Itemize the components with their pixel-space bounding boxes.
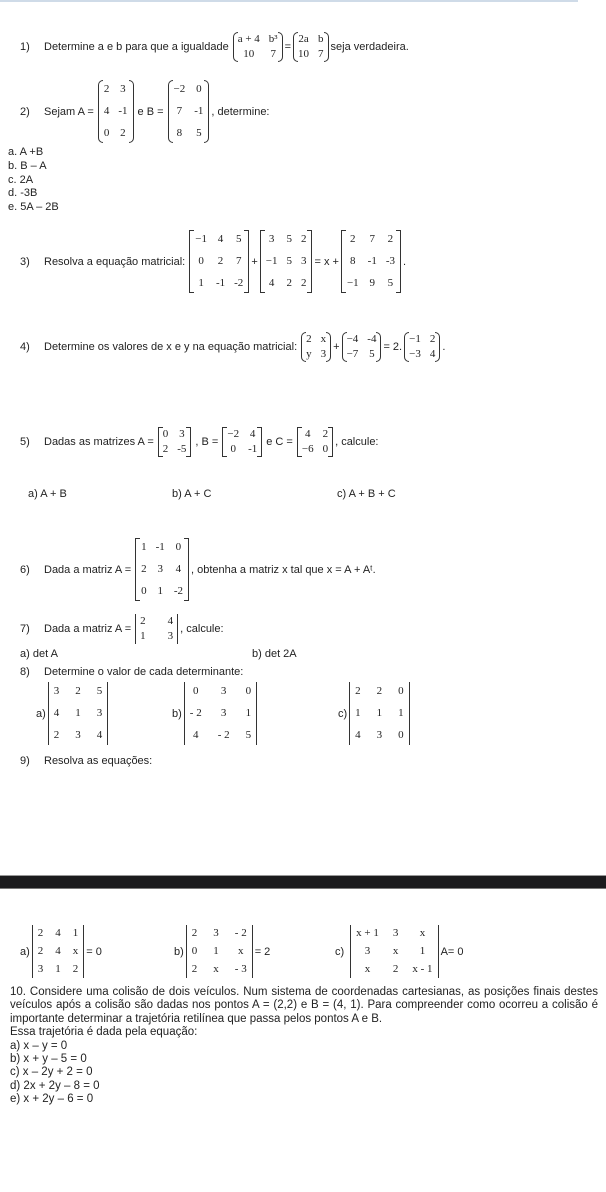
matrix-cell: 2a	[298, 33, 309, 45]
question-4	[20, 332, 445, 362]
matrix-cell: x	[419, 927, 426, 939]
matrix-cell: 5	[245, 729, 252, 741]
determinant	[186, 925, 253, 978]
question-number: 7)	[20, 623, 30, 635]
item-label: a)	[36, 707, 46, 720]
matrix-cell: 1	[72, 927, 79, 939]
matrix-cell: 2	[37, 927, 44, 939]
matrix-cell: 2	[141, 563, 147, 575]
matrix-cell: 2	[120, 127, 126, 139]
matrix-cell: 1	[198, 277, 204, 289]
question-text-end: , obtenha a matriz x tal que x = A + Aᵗ.	[190, 563, 376, 576]
matrix-cell: 4	[355, 729, 361, 741]
list-item: b) A + C	[172, 488, 212, 500]
matrix-cell: 1	[55, 963, 61, 975]
connector-text: e B =	[137, 105, 164, 118]
question-5	[20, 427, 379, 457]
matrix-a	[135, 538, 189, 601]
matrix-cell: 4	[429, 348, 436, 360]
matrix-cell: 1	[140, 630, 146, 642]
matrix-cell: −3	[409, 348, 421, 360]
question-9	[20, 755, 154, 767]
item-label: b)	[172, 707, 182, 720]
matrix-cell: -1	[118, 105, 128, 117]
matrix-cell: b³	[268, 33, 278, 45]
question-text: Dada a matriz A =	[44, 623, 132, 635]
matrix-cell: 2	[350, 233, 356, 245]
matrix-cell: 7	[318, 48, 324, 60]
matrix-cell: 3	[220, 707, 227, 719]
matrix	[341, 230, 401, 293]
equation-a	[20, 925, 102, 978]
matrix-cell: 0	[398, 685, 404, 697]
matrix-cell: 0	[245, 685, 252, 697]
matrix-b	[222, 427, 262, 457]
matrix-cell: 4	[268, 277, 275, 289]
matrix-cell: 2	[75, 685, 81, 697]
matrix-cell: 2	[191, 927, 198, 939]
equals-sign: =	[284, 41, 292, 53]
matrix-cell: -1	[367, 255, 377, 267]
matrix-cell: 0	[230, 443, 236, 455]
matrix-cell: -1	[194, 105, 204, 117]
matrix-cell: x + 1	[356, 927, 379, 939]
matrix-cell: -2	[234, 277, 244, 289]
equation-rhs: = 0	[86, 945, 102, 958]
matrix-cell: 3	[268, 233, 275, 245]
question-6	[20, 538, 376, 601]
question-prompt: Essa trajetória é dada pela equação:	[10, 1026, 198, 1039]
determinant-a	[36, 682, 110, 745]
matrix	[260, 230, 313, 293]
answer-option: e) x + 2y – 6 = 0	[10, 1093, 94, 1106]
matrix-cell: 7	[235, 255, 242, 267]
matrix-cell: 1	[213, 945, 219, 957]
matrix-cell: −4	[346, 333, 359, 345]
matrix-cell: 0	[196, 83, 202, 95]
matrix-cell: 2	[162, 443, 169, 455]
matrix	[233, 32, 283, 62]
question-number: 3)	[20, 255, 30, 268]
matrix-cell: 3	[167, 630, 174, 642]
matrix-cell: 4	[217, 233, 224, 245]
question-2	[20, 80, 270, 143]
determinant	[350, 925, 438, 978]
matrix-cell: -1	[155, 541, 165, 553]
matrix-cell: 2	[355, 685, 361, 697]
question-7	[20, 614, 224, 644]
matrix-cell: 3	[213, 927, 219, 939]
list-item: c) A + B + C	[337, 488, 396, 500]
matrix-cell: −1	[195, 233, 207, 245]
matrix-cell: −2	[173, 83, 186, 95]
matrix-cell: 7	[270, 48, 276, 60]
matrix-cell: 5	[235, 233, 242, 245]
matrix-cell: 1	[141, 541, 147, 553]
item-label: c)	[338, 707, 348, 720]
plus-sign: +	[251, 255, 258, 268]
matrix-cell: 1	[75, 707, 81, 719]
matrix-cell: 2	[217, 255, 224, 267]
matrix-cell: 4	[96, 729, 103, 741]
list-item: a) det A	[20, 648, 58, 660]
matrix-cell: 3	[75, 729, 81, 741]
matrix-cell: x - 1	[412, 963, 433, 975]
list-item: a. A +B	[8, 146, 44, 158]
matrix-cell: x	[237, 945, 244, 957]
top-border	[0, 0, 578, 2]
matrix-cell: x	[392, 945, 399, 957]
matrix-a	[158, 427, 192, 457]
question-text-end: , calcule:	[180, 623, 224, 635]
matrix-cell: 5	[369, 348, 375, 360]
equals-text: = x +	[314, 255, 339, 268]
matrix	[293, 32, 329, 62]
matrix-cell: -3	[385, 255, 395, 267]
matrix-cell: 4	[175, 563, 182, 575]
item-label: c)	[335, 945, 345, 958]
matrix-b	[168, 80, 210, 143]
matrix-cell: 0	[322, 443, 329, 455]
matrix-cell: 3	[300, 255, 307, 267]
matrix-cell: b	[318, 33, 324, 45]
question-8	[20, 666, 245, 678]
matrix-cell: 0	[398, 729, 404, 741]
matrix-cell: 2	[286, 277, 292, 289]
matrix-cell: x	[320, 333, 327, 345]
matrix-cell: 4	[53, 707, 60, 719]
matrix-cell: 0	[141, 585, 147, 597]
question-text: 10. Considere uma colisão de dois veículos. Num sistema de coordenadas cartesianas, as posições finais destes veículos após a colisão são dadas nos pontos A = (2,2) e B = (4, 1). Para compreender como ocorreu a colisão é importante determinar a trajetória retilínea que passa pelos pontos A e B.	[10, 986, 598, 1025]
answer-option: b) x + y – 5 = 0	[10, 1053, 87, 1066]
matrix-cell: 2	[191, 963, 198, 975]
matrix-cell: 2	[300, 233, 307, 245]
matrix-cell: 3	[96, 707, 103, 719]
matrix-cell: 3	[376, 729, 383, 741]
matrix-cell: 2	[103, 83, 110, 95]
determinant	[184, 682, 257, 745]
question-3	[20, 230, 406, 293]
answer-option: d) 2x + 2y – 8 = 0	[10, 1079, 100, 1092]
answer-option: c) x – 2y + 2 = 0	[10, 1066, 93, 1079]
list-item: c. 2A	[8, 173, 34, 186]
matrix-cell: 0	[103, 127, 110, 139]
matrix-cell: 8	[350, 255, 356, 267]
matrix-cell: 3	[157, 563, 163, 575]
period: .	[442, 341, 446, 353]
matrix-cell: x	[213, 963, 219, 975]
equation-rhs: = 2	[254, 945, 271, 958]
matrix-cell: 3	[320, 348, 327, 360]
matrix-cell: 3	[120, 83, 126, 95]
matrix-cell: 0	[192, 685, 199, 697]
question-text: Sejam A =	[44, 105, 94, 118]
answer-option: a) x – y = 0	[10, 1039, 68, 1052]
plus-sign: +	[333, 341, 340, 353]
item-label: b)	[174, 945, 184, 958]
matrix-cell: 2	[53, 729, 60, 741]
matrix-cell: 3	[220, 685, 227, 697]
matrix-cell: 1	[157, 585, 163, 597]
determinant	[32, 925, 85, 978]
question-2-items	[8, 146, 59, 215]
matrix-cell: 1	[355, 707, 361, 719]
matrix	[301, 332, 331, 362]
matrix-cell: -1	[215, 277, 226, 289]
question-number: 5)	[20, 436, 30, 448]
matrix-cell: 5	[286, 233, 292, 245]
determinant	[48, 682, 109, 745]
matrix-cell: x	[364, 963, 371, 975]
list-item: e. 5A – 2B	[8, 201, 59, 214]
matrix-cell: 1	[245, 707, 252, 719]
item-label: a)	[20, 945, 30, 958]
question-text: Dada a matriz A =	[44, 563, 132, 576]
matrix-cell: 4	[249, 428, 256, 440]
connector-text: , B =	[195, 436, 219, 448]
question-text-end: , calcule:	[335, 436, 379, 448]
matrix	[404, 332, 440, 362]
matrix-cell: −1	[346, 277, 359, 289]
matrix-cell: 5	[286, 255, 292, 267]
matrix-cell: 1	[376, 707, 383, 719]
matrix-cell: 2	[392, 963, 399, 975]
matrix-cell: 0	[191, 945, 198, 957]
matrix-cell: 3	[392, 927, 399, 939]
matrix-cell: 0	[162, 428, 169, 440]
period: .	[403, 255, 407, 268]
matrix-cell: 5	[96, 685, 103, 697]
matrix-cell: 10	[298, 48, 310, 60]
matrix-cell: 4	[192, 729, 199, 741]
question-number: 4)	[20, 341, 30, 353]
matrix-cell: 3	[179, 428, 185, 440]
matrix-cell: 7	[176, 105, 183, 117]
list-item: b) det 2A	[252, 648, 297, 660]
question-number: 9)	[20, 755, 30, 767]
matrix-cell: 2	[140, 615, 146, 627]
question-10	[10, 986, 598, 1107]
matrix-a	[135, 614, 178, 644]
equation-c	[335, 925, 464, 978]
matrix-cell: −2	[227, 428, 240, 440]
matrix-cell: 2	[387, 233, 394, 245]
matrix-cell: -2	[173, 585, 183, 597]
equation-b	[174, 925, 270, 978]
matrix-cell: -1	[248, 443, 258, 455]
question-text: Determine a e b para que a igualdade	[44, 41, 229, 53]
question-number: 8)	[20, 666, 30, 678]
list-item: b. B – A	[8, 159, 47, 172]
list-item: a) A + B	[28, 488, 67, 500]
matrix-cell: 2	[72, 963, 79, 975]
matrix-cell: 4	[304, 428, 311, 440]
equation-rhs: A= 0	[440, 945, 464, 958]
matrix-cell: −1	[409, 333, 421, 345]
matrix-cell: - 2	[234, 927, 247, 939]
matrix-cell: 9	[369, 277, 375, 289]
question-text: Determine o valor de cada determinante:	[44, 666, 244, 678]
matrix-cell: 2	[37, 945, 44, 957]
matrix-cell: 8	[176, 127, 183, 139]
matrix-cell: 5	[387, 277, 394, 289]
matrix-cell: - 3	[234, 963, 247, 975]
matrix-cell: 4	[167, 615, 174, 627]
matrix-cell: - 2	[189, 707, 202, 719]
matrix	[189, 230, 249, 293]
matrix-c	[297, 427, 333, 457]
matrix-cell: −6	[301, 443, 314, 455]
question-1	[20, 32, 409, 62]
matrix-cell: 4	[103, 105, 110, 117]
matrix-cell: 4	[55, 945, 61, 957]
matrix-cell: 2	[429, 333, 436, 345]
matrix-cell: 1	[419, 945, 426, 957]
matrix-cell: 4	[55, 927, 61, 939]
matrix-a	[98, 80, 134, 143]
matrix-cell: 3	[53, 685, 60, 697]
matrix-cell: 2	[322, 428, 329, 440]
matrix-cell: -5	[177, 443, 187, 455]
matrix-cell: 2	[300, 277, 307, 289]
equals-text: = 2.	[383, 341, 403, 353]
matrix-cell: 10	[243, 48, 255, 60]
matrix-cell: −7	[346, 348, 359, 360]
matrix-cell: y	[306, 348, 312, 360]
matrix-cell: 3	[37, 963, 44, 975]
matrix-cell: 2	[376, 685, 383, 697]
matrix-cell: -4	[367, 333, 377, 345]
matrix-cell: −1	[265, 255, 278, 267]
matrix-cell: 1	[398, 707, 404, 719]
question-text-end: , determine:	[211, 105, 270, 118]
matrix-cell: 5	[196, 127, 202, 139]
question-text: Resolva as equações:	[44, 755, 153, 767]
question-text: Dadas as matrizes A =	[44, 436, 154, 448]
matrix	[342, 332, 382, 362]
matrix-cell: a + 4	[237, 33, 260, 45]
matrix-cell: - 2	[217, 729, 230, 741]
determinant	[349, 682, 410, 745]
determinant-c	[338, 682, 412, 745]
matrix-cell: 7	[369, 233, 375, 245]
question-text: Resolva a equação matricial:	[44, 255, 186, 268]
question-number: 1)	[20, 41, 30, 53]
black-divider-bar	[0, 875, 606, 889]
matrix-cell: 0	[175, 541, 182, 553]
question-text-end: seja verdadeira.	[330, 41, 409, 53]
list-item: d. -3B	[8, 187, 38, 200]
matrix-cell: 0	[198, 255, 204, 267]
determinant-b	[172, 682, 259, 745]
matrix-cell: x	[72, 945, 79, 957]
question-number: 2)	[20, 105, 30, 118]
connector-text: e C =	[266, 436, 293, 448]
question-text: Determine os valores de x e y na equação matricial:	[44, 341, 298, 353]
matrix-cell: 2	[306, 333, 312, 345]
matrix-cell: 3	[364, 945, 371, 957]
question-number: 6)	[20, 563, 30, 576]
